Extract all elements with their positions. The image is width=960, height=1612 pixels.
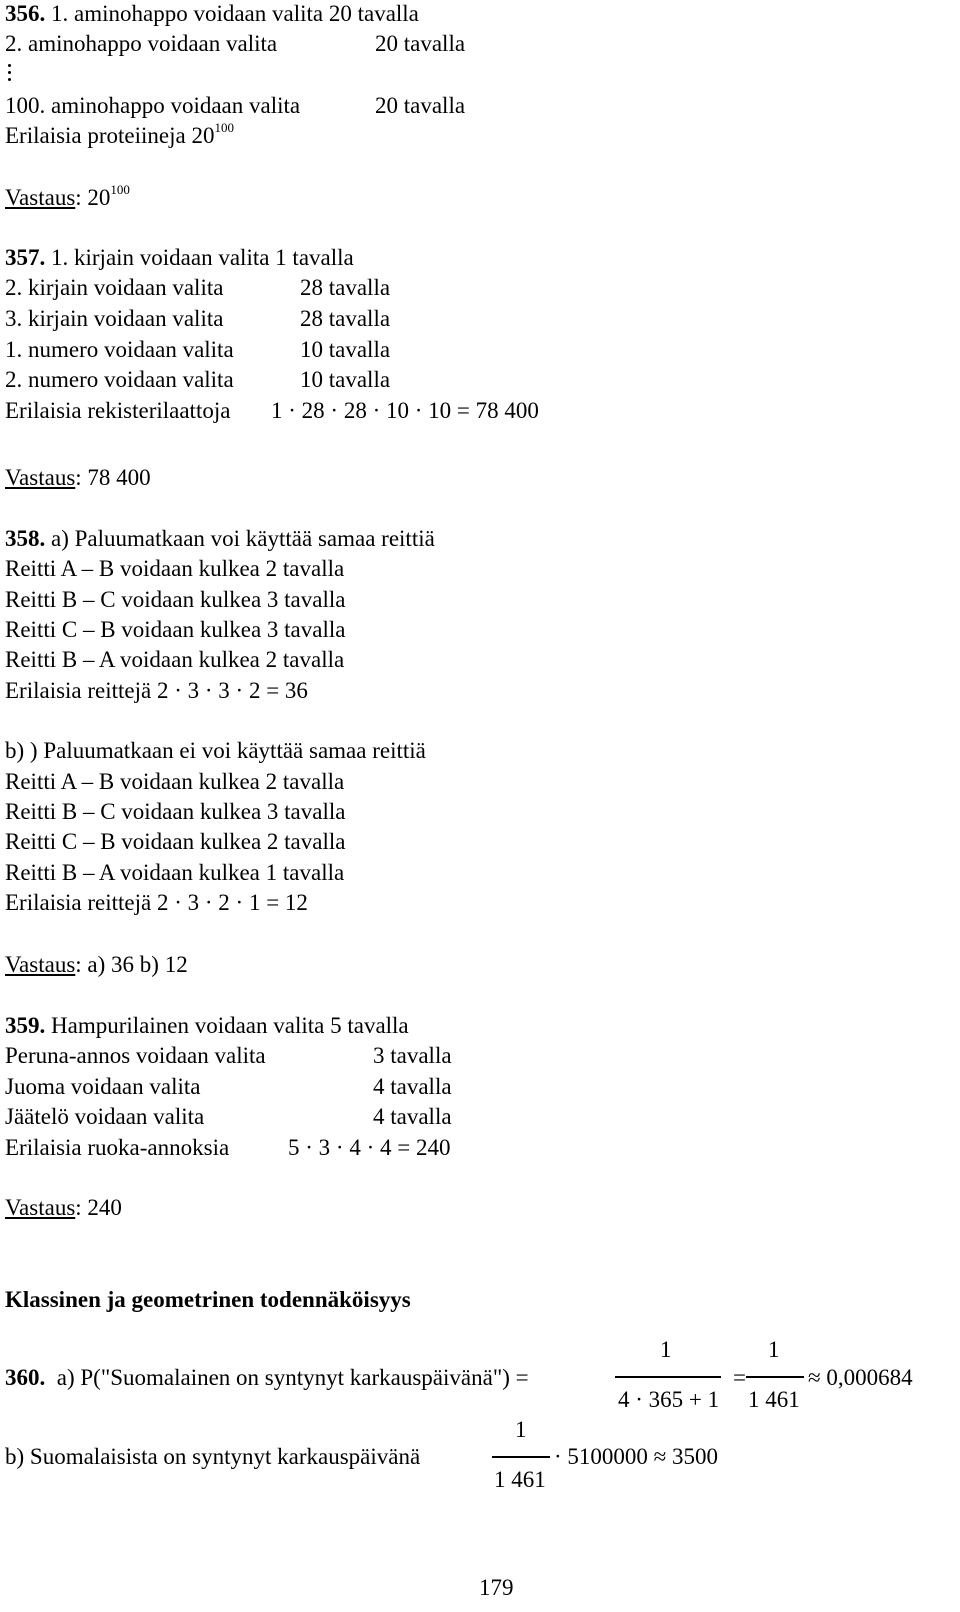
vertical-ellipsis-icon <box>8 64 12 85</box>
approx-result: ≈ 0,000684 <box>808 1365 913 1390</box>
p357-product: 1 · 28 · 28 · 10 · 10 = 78 400 <box>271 398 539 423</box>
p358-b-line1: b) ) Paluumatkaan ei voi käyttää samaa reittiä <box>5 738 426 763</box>
p358-line5: Reitti B – A voidaan kulkea 2 tavalla <box>5 647 345 672</box>
p356-line3-count: 20 tavalla <box>375 93 466 118</box>
p360-b-result: · 5100000 ≈ 3500 <box>554 1444 719 1469</box>
fraction1-denominator: 4 · 365 + 1 <box>618 1387 720 1412</box>
p357-line3-count: 28 tavalla <box>300 306 391 331</box>
p359-product: 5 · 3 · 4 · 4 = 240 <box>288 1135 451 1160</box>
fraction3-denominator: 1 461 <box>494 1467 546 1492</box>
problem-number: 358. <box>5 526 46 551</box>
fraction2-denominator: 1 461 <box>748 1387 800 1412</box>
p358-b-line5: Reitti B – A voidaan kulkea 1 tavalla <box>5 860 345 885</box>
answer-label: Vastaus <box>5 952 76 977</box>
p360-b-line: b) Suomalaisista on syntynyt karkauspäivänä <box>5 1444 421 1469</box>
fraction1-numerator: 1 <box>660 1337 672 1362</box>
fraction1-bar <box>615 1376 721 1378</box>
fraction3-bar <box>492 1456 550 1458</box>
section-heading: Klassinen ja geometrinen todennäköisyys <box>5 1287 411 1312</box>
p359-line5: Erilaisia ruoka-annoksia <box>5 1135 230 1160</box>
p357-line5-count: 10 tavalla <box>300 367 391 392</box>
p357-line6: Erilaisia rekisterilaattoja <box>5 398 231 423</box>
p356-line3: 100. aminohappo voidaan valita <box>5 93 301 118</box>
p359-line2-count: 3 tavalla <box>373 1043 452 1068</box>
p358-line6: Erilaisia reittejä 2 · 3 · 3 · 2 = 36 <box>5 678 308 703</box>
problem-number: 357. <box>5 245 46 270</box>
p358-b-line2: Reitti A – B voidaan kulkea 2 tavalla <box>5 769 345 794</box>
p359-answer: Vastaus: 240 <box>5 1195 122 1220</box>
p357-line3: 3. kirjain voidaan valita <box>5 306 224 331</box>
answer-label: Vastaus <box>5 185 76 210</box>
p359-line1: 359. Hampurilainen voidaan valita 5 tavalla <box>5 1013 409 1038</box>
problem-number: 359. <box>5 1013 46 1038</box>
p358-line3: Reitti B – C voidaan kulkea 3 tavalla <box>5 587 346 612</box>
answer-label: Vastaus <box>5 1195 76 1220</box>
p359-line3: Juoma voidaan valita <box>5 1074 201 1099</box>
p360-a-line: 360. a) P("Suomalainen on syntynyt karkauspäivänä") = <box>5 1365 529 1390</box>
p356-line1: 356. 1. aminohappo voidaan valita 20 tavalla <box>5 1 419 26</box>
p356-line2-count: 20 tavalla <box>375 31 466 56</box>
p359-line4: Jäätelö voidaan valita <box>5 1104 205 1129</box>
problem-number: 356. <box>5 1 46 26</box>
p357-line2: 2. kirjain voidaan valita <box>5 275 224 300</box>
equals-sign: = <box>733 1365 746 1390</box>
p357-line1: 357. 1. kirjain voidaan valita 1 tavalla <box>5 245 354 270</box>
fraction3-numerator: 1 <box>515 1417 527 1442</box>
p356-line4: Erilaisia proteiineja $20^{100}$ <box>5 120 234 148</box>
page-number: 179 <box>479 1575 514 1600</box>
problem-number: 360. <box>5 1365 46 1390</box>
p359-line3-count: 4 tavalla <box>373 1074 452 1099</box>
p359-line2: Peruna-annos voidaan valita <box>5 1043 266 1068</box>
p357-line4-count: 10 tavalla <box>300 337 391 362</box>
p358-b-line3: Reitti B – C voidaan kulkea 3 tavalla <box>5 799 346 824</box>
p357-line2-count: 28 tavalla <box>300 275 391 300</box>
answer-label: Vastaus <box>5 465 76 490</box>
p358-b-line6: Erilaisia reittejä 2 · 3 · 2 · 1 = 12 <box>5 890 308 915</box>
p359-line4-count: 4 tavalla <box>373 1104 452 1129</box>
p357-line5: 2. numero voidaan valita <box>5 367 234 392</box>
p358-line4: Reitti C – B voidaan kulkea 3 tavalla <box>5 617 346 642</box>
p358-line1: 358. a) Paluumatkaan voi käyttää samaa reittiä <box>5 526 435 551</box>
fraction2-numerator: 1 <box>768 1337 780 1362</box>
p358-line2: Reitti A – B voidaan kulkea 2 tavalla <box>5 556 345 581</box>
p358-answer: Vastaus: a) 36 b) 12 <box>5 952 188 977</box>
fraction2-bar <box>746 1376 804 1378</box>
p356-answer: Vastaus: $20^{100}$ <box>5 182 130 210</box>
p358-b-line4: Reitti C – B voidaan kulkea 2 tavalla <box>5 829 346 854</box>
p356-line2: 2. aminohappo voidaan valita <box>5 31 278 56</box>
p357-line4: 1. numero voidaan valita <box>5 337 234 362</box>
p357-answer: Vastaus: 78 400 <box>5 465 151 490</box>
